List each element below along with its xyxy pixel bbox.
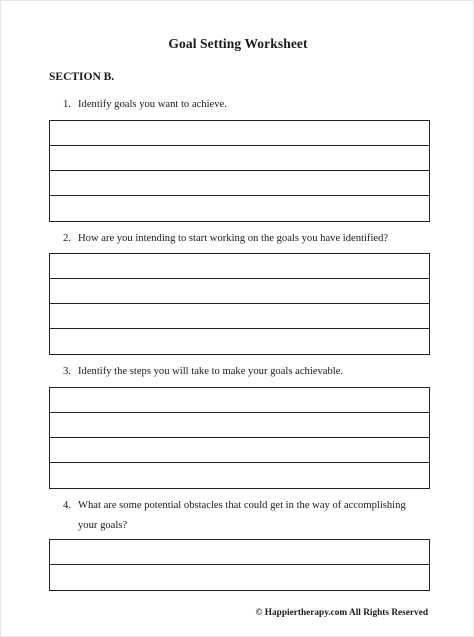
- answer-line[interactable]: [50, 171, 429, 196]
- answer-line[interactable]: [50, 279, 429, 304]
- question-text: How are you intending to start working on the goals you have identified?: [78, 233, 389, 244]
- answer-line[interactable]: [50, 540, 429, 565]
- question-number: 3.: [63, 366, 71, 377]
- page-title: Goal Setting Worksheet: [168, 36, 308, 51]
- section-heading: SECTION B.: [49, 71, 115, 83]
- question-3: [63, 362, 433, 382]
- copyright-footer: © Happiertherapy.com All Rights Reserved: [255, 608, 428, 618]
- question-number: 1.: [63, 99, 71, 110]
- answer-line[interactable]: [50, 254, 429, 279]
- answer-line[interactable]: [50, 438, 429, 463]
- answer-line[interactable]: [50, 388, 429, 413]
- question-text: What are some potential obstacles that could get in the way of accomplishing your goals?: [78, 500, 406, 531]
- answer-box-2: [49, 253, 430, 355]
- answer-line[interactable]: [50, 121, 429, 146]
- answer-line[interactable]: [50, 463, 429, 488]
- answer-line[interactable]: [50, 304, 429, 329]
- answer-box-3: [49, 387, 430, 489]
- question-text: Identify goals you want to achieve.: [78, 99, 227, 110]
- answer-line[interactable]: [50, 329, 429, 354]
- answer-line[interactable]: [50, 565, 429, 590]
- answer-box-1: [49, 120, 430, 222]
- answer-line[interactable]: [50, 146, 429, 171]
- question-text: Identify the steps you will take to make your goals achievable.: [78, 366, 344, 377]
- question-2: [63, 229, 433, 249]
- question-4: [63, 496, 423, 536]
- answer-line[interactable]: [50, 196, 429, 221]
- question-number: 2.: [63, 233, 71, 244]
- answer-line[interactable]: [50, 413, 429, 438]
- answer-box-4: [49, 539, 430, 591]
- question-number: 4.: [63, 500, 71, 511]
- question-1: [63, 95, 433, 115]
